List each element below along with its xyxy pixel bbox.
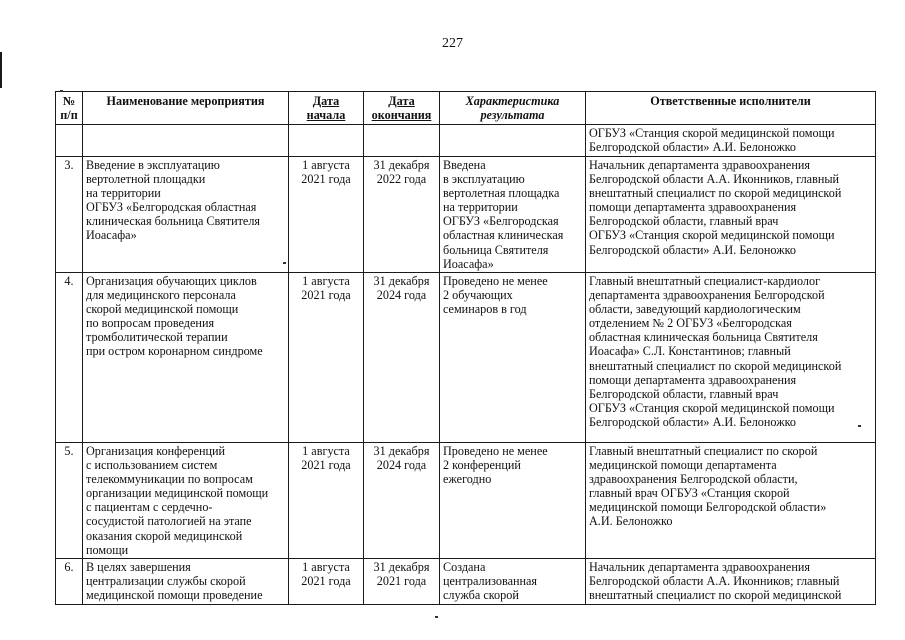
header-start-date: Дата начала (289, 92, 364, 125)
scan-speck (60, 90, 63, 92)
cell-activity-name: Организация конференций с использованием систем телекоммуникации по вопросам организации медицинской помощи с пациентам с сердечно- сосудистой патологией на этапе оказания скорой медицинской помощи (83, 443, 289, 559)
cell-number: 4. (56, 273, 83, 443)
cell-start-date: 1 августа 2021 года (289, 443, 364, 559)
header-result: Характеристика результата (440, 92, 586, 125)
header-number: № п/п (56, 92, 83, 125)
cell-responsible: Главный внештатный специалист по скорой медицинской помощи департамента здравоохранения Белгородской области, главный врач ОГБУЗ «Станция скорой медицинской помощи Белгородской области» А.И. Белоножко (586, 443, 876, 559)
scan-speck (435, 616, 438, 618)
cell-start-date: 1 августа 2021 года (289, 558, 364, 604)
cell-number (56, 125, 83, 157)
table-row (56, 273, 876, 443)
cell-number: 6. (56, 558, 83, 604)
page-number: 227 (442, 36, 463, 51)
cell-result: Введена в эксплуатацию вертолетная площадка на территории ОГБУЗ «Белгородская областная клиническая больница Святителя Иоасафа» (440, 157, 586, 273)
cell-activity-name: В целях завершения централизации службы скорой медицинской помощи проведение (83, 558, 289, 604)
cell-end-date: 31 декабря 2022 года (364, 157, 440, 273)
cell-responsible: ОГБУЗ «Станция скорой медицинской помощи Белгородской области» А.И. Белоножко (586, 125, 876, 157)
cell-responsible: Начальник департамента здравоохранения Белгородской области А.А. Иконников; главный внештатный специалист по скорой медицинской (586, 558, 876, 604)
cell-end-date: 31 декабря 2024 года (364, 273, 440, 443)
cell-responsible: Главный внештатный специалист-кардиолог департамента здравоохранения Белгородской области, заведующий кардиологическим отделением № 2 ОГБУЗ «Белгородская областная клиническая больница Святителя Иоасафа» С.Л. Константинов; главный внештатный специалист по скорой медицинской помощи департамента здравоохранения Белгородской области, главный врач ОГБУЗ «Станция скорой медицинской помощи Белгородской области» А.И. Белоножко (586, 273, 876, 443)
cell-result: Проведено не менее 2 обучающих семинаров в год (440, 273, 586, 443)
cell-responsible: Начальник департамента здравоохранения Белгородской области А.А. Иконников, главный внештатный специалист по скорой медицинской помощи департамента здравоохранения Белгородской области, главный врач ОГБУЗ «Станция скорой медицинской помощи Белгородской области» А.И. Белоножко (586, 157, 876, 273)
cell-start-date: 1 августа 2021 года (289, 157, 364, 273)
cell-end-date: 31 декабря 2024 года (364, 443, 440, 559)
header-activity-name: Наименование мероприятия (83, 92, 289, 125)
activities-table (55, 91, 876, 605)
cell-activity-name (83, 125, 289, 157)
table-row-continuation (56, 125, 876, 157)
table-row (56, 157, 876, 273)
cell-activity-name: Организация обучающих циклов для медицинского персонала скорой медицинской помощи по вопросам проведения тромболитической терапии при остром коронарном синдроме (83, 273, 289, 443)
cell-activity-name: Введение в эксплуатацию вертолетной площадки на территории ОГБУЗ «Белгородская областная клиническая больница Святителя Иоасафа» (83, 157, 289, 273)
cell-result: Создана централизованная служба скорой (440, 558, 586, 604)
cell-end-date (364, 125, 440, 157)
scan-speck (858, 425, 861, 427)
cell-number: 3. (56, 157, 83, 273)
table-row (56, 443, 876, 559)
scan-edge-mark (0, 52, 2, 88)
cell-number: 5. (56, 443, 83, 559)
cell-result: Проведено не менее 2 конференций ежегодно (440, 443, 586, 559)
cell-start-date (289, 125, 364, 157)
header-end-date: Дата окончания (364, 92, 440, 125)
cell-end-date: 31 декабря 2021 года (364, 558, 440, 604)
header-responsible: Ответственные исполнители (586, 92, 876, 125)
scan-speck (283, 262, 286, 264)
cell-start-date: 1 августа 2021 года (289, 273, 364, 443)
table-row (56, 558, 876, 604)
table-header-row (56, 92, 876, 125)
cell-result (440, 125, 586, 157)
